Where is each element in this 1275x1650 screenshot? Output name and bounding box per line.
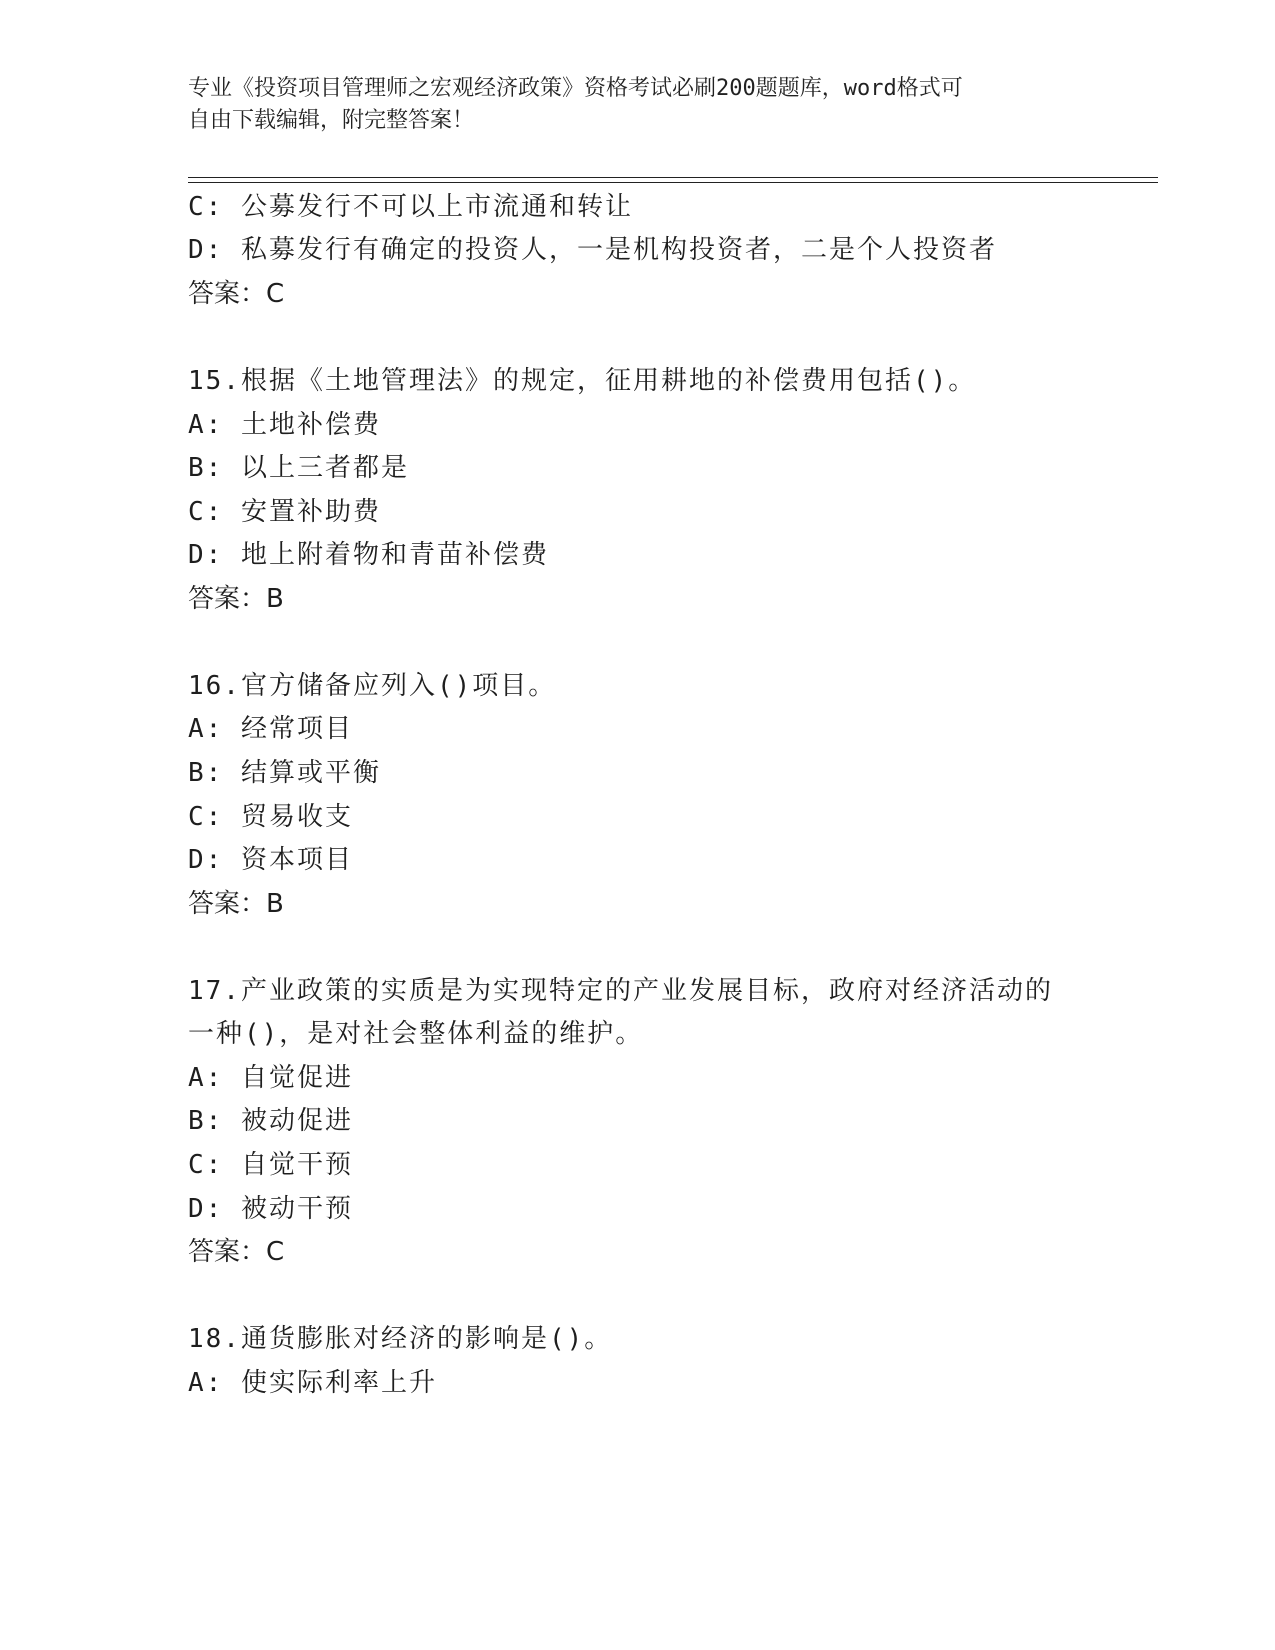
q17-answer: 答案：C (188, 1237, 285, 1267)
q16-option-b: B: 结算或平衡 (188, 758, 381, 788)
q16-option-a: A: 经常项目 (188, 714, 353, 744)
header-divider-bottom (188, 182, 1158, 183)
q15-option-c: C: 安置补助费 (188, 497, 381, 527)
q15-option-d: D: 地上附着物和青苗补偿费 (188, 540, 549, 570)
document-header (188, 73, 1088, 137)
q17-option-d: D: 被动干预 (188, 1194, 353, 1224)
header-divider-top (188, 177, 1158, 178)
q15-option-a: A: 土地补偿费 (188, 410, 381, 440)
q15-option-b: B: 以上三者都是 (188, 453, 409, 483)
q16-answer: 答案：B (188, 889, 284, 919)
q18-stem: 18.通货膨胀对经济的影响是()。 (188, 1324, 613, 1354)
q18-option-a: A: 使实际利率上升 (188, 1368, 437, 1398)
prev-option-d: D: 私募发行有确定的投资人，一是机构投资者，二是个人投资者 (188, 235, 997, 265)
prev-option-c: C: 公募发行不可以上市流通和转让 (188, 192, 633, 222)
q15-answer: 答案：B (188, 584, 284, 614)
q16-option-d: D: 资本项目 (188, 845, 353, 875)
q15-stem: 15.根据《土地管理法》的规定，征用耕地的补偿费用包括()。 (188, 366, 977, 396)
q17-stem-line-1: 17.产业政策的实质是为实现特定的产业发展目标，政府对经济活动的 (188, 976, 1053, 1006)
q16-option-c: C: 贸易收支 (188, 802, 353, 832)
header-line-1: 专业《投资项目管理师之宏观经济政策》资格考试必刷200题题库，word格式可 (188, 76, 963, 101)
header-line-2: 自由下载编辑，附完整答案！ (188, 108, 475, 133)
q17-option-c: C: 自觉干预 (188, 1150, 353, 1180)
q17-option-b: B: 被动促进 (188, 1106, 353, 1136)
q17-stem-line-2: 一种()，是对社会整体利益的维护。 (188, 1019, 644, 1049)
q17-option-a: A: 自觉促进 (188, 1063, 353, 1093)
q16-stem: 16.官方储备应列入()项目。 (188, 671, 557, 701)
prev-answer: 答案：C (188, 279, 285, 309)
